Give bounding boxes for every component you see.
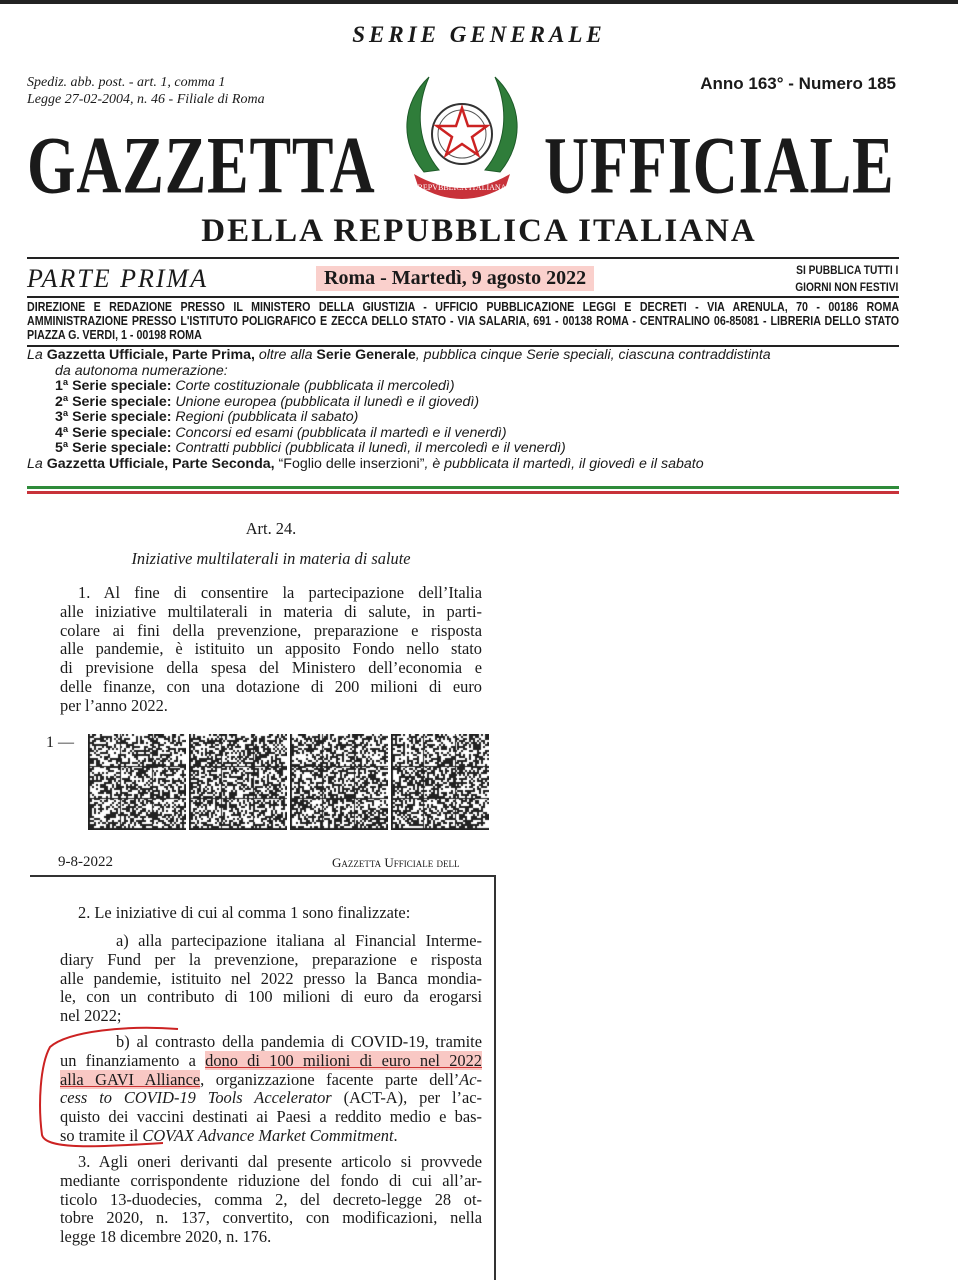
divider [30, 875, 496, 877]
text-line: quisto dei vaccini destinati ai Paesi a reddito medio e bas- [60, 1107, 482, 1127]
series-info [27, 348, 899, 472]
top-border [0, 0, 958, 4]
text-line: di previsione della spesa del Ministero dell’economia e [60, 658, 482, 678]
text-line: alle pandemie, è istituito un apposito Fondo nello stato [60, 639, 482, 659]
serie-generale: SERIE GENERALE [352, 22, 606, 47]
text-line: cess to COVID-19 Tools Accelerator (ACT-A), per l’ac- [60, 1088, 482, 1108]
text-line: alle iniziative multilaterali in materia di salute, in parti- [60, 601, 482, 621]
postal-note [27, 74, 265, 108]
publication-note-line: SI PUBBLICA TUTTI I [795, 263, 898, 277]
postal-note-line: Spediz. abb. post. - art. 1, comma 1 [27, 75, 226, 90]
datamatrix-code [290, 734, 388, 830]
series-item: 3ª Serie speciale: Regioni (pubblicata il sabato) [55, 409, 359, 425]
publication-note-line: GIORNI NON FESTIVI [794, 280, 898, 294]
highlight: dono di 100 milioni di euro nel 2022 [205, 1050, 482, 1070]
intro-line: da autonoma numerazione: [55, 362, 228, 379]
text-line: a) alla partecipazione italiana al Financial Interme- [116, 931, 482, 950]
text-line: alle pandemie, istituito nel 2022 presso la Banca mondia- [60, 968, 482, 988]
text-line: delle finanze, con una dotazione di 200 milioni di euro [60, 676, 482, 696]
text-line: mediante corrispondente riduzione del fondo di cui all’ar- [60, 1170, 482, 1190]
datamatrix-code [189, 734, 287, 830]
text-line: nel 2022; [60, 1006, 122, 1026]
paragraph-3 [60, 1153, 482, 1247]
series-item: 1ª Serie speciale: Corte costituzionale (pubblicata il mercoledì) [55, 378, 455, 394]
parte-prima: PARTE PRIMA [27, 264, 209, 293]
divider [27, 257, 899, 259]
text-line: 1. Al fine di consentire la partecipazione dell’Italia [78, 583, 482, 602]
flag-stripe-green [27, 486, 899, 489]
series-item: 4ª Serie speciale: Concorsi ed esami (pubblicata il martedì e il venerdì) [55, 424, 507, 441]
article-title: Iniziative multilaterali in materia di salute [131, 549, 411, 568]
republic-emblem-icon [394, 62, 530, 210]
paragraph-2 [60, 904, 482, 923]
masthead-subtitle: DELLA REPUBBLICA ITALIANA [201, 213, 757, 249]
text-line: 3. Agli oneri derivanti dal presente articolo si provvede [78, 1152, 482, 1171]
datamatrix-code [391, 734, 489, 830]
text-line: so tramite il COVAX Advance Market Commitment. [60, 1125, 398, 1145]
text-line: legge 18 dicembre 2020, n. 176. [60, 1227, 272, 1247]
text-line: alla GAVI Alliance, organizzazione facente parte dell’Ac- [60, 1069, 482, 1089]
column-rule [494, 875, 496, 1280]
text-line: 2. Le iniziative di cui al comma 1 sono finalizzate: [78, 903, 411, 922]
publication-note [795, 262, 898, 296]
text-line: diary Fund per la prevenzione, preparazione e risposta [60, 949, 482, 969]
issue-date: Roma - Martedì, 9 agosto 2022 [316, 266, 594, 291]
paragraph-a [60, 932, 482, 1026]
text-line: le, con un contributo di 100 milioni di euro da erogarsi [60, 987, 482, 1007]
direzione-line: DIREZIONE E REDAZIONE PRESSO IL MINISTERO DELLA GIUSTIZIA - UFFICIO PUBBLICAZIONE LEGGI E DECRETI - VIA ARENULA, 70 - 00186 ROMA [27, 300, 900, 314]
direzione-info [27, 300, 899, 342]
masthead-right: UFFICIALE [544, 118, 895, 211]
text-line: per l’anno 2022. [60, 695, 168, 715]
series-item: 2ª Serie speciale: Unione europea (pubblicata il lunedì e il giovedì) [55, 393, 480, 410]
footer-date: 9-8-2022 [58, 854, 113, 870]
highlight: alla GAVI Alliance [60, 1069, 201, 1089]
footer-title: Gazzetta Ufficiale dell [332, 855, 460, 870]
divider [27, 296, 899, 298]
issue-number: Anno 163° - Numero 185 [700, 74, 896, 93]
text-line: ticolo 13-duodecies, comma 2, del decreto-legge 28 ot- [60, 1189, 482, 1209]
article-number: Art. 24. [245, 519, 297, 538]
text-line: colare ai fini della prevenzione, preparazione e risposta [60, 620, 482, 640]
code-label: 1 — [46, 734, 74, 751]
intro-line: La Gazzetta Ufficiale, Parte Prima, oltre alla Serie Generale, pubblica cinque Serie speciali, ciascuna contraddistinta [27, 347, 771, 363]
postal-note-line: Legge 27-02-2004, n. 46 - Filiale di Roma [27, 92, 265, 107]
text-line: un finanziamento a dono di 100 milioni di euro nel 2022 [60, 1050, 482, 1070]
datamatrix-codes [88, 734, 492, 830]
flag-stripe-red [27, 491, 899, 494]
series-item: 5ª Serie speciale: Contratti pubblici (pubblicata il lunedì, il mercoledì e il venerdì) [55, 440, 566, 456]
seconda-line: La Gazzetta Ufficiale, Parte Seconda, “Foglio delle inserzioni”, è pubblicata il martedì, il giovedì e il sabato [27, 455, 704, 472]
text-line: tobre 2020, n. 137, convertito, con modificazioni, nella [60, 1208, 482, 1228]
datamatrix-code [88, 734, 186, 830]
masthead-left: GAZZETTA [27, 118, 376, 211]
direzione-line: PIAZZA G. VERDI, 1 - 00198 ROMA [27, 328, 202, 342]
direzione-line: AMMINISTRAZIONE PRESSO L'ISTITUTO POLIGRAFICO E ZECCA DELLO STATO - VIA SALARIA, 691 - 00138 ROMA - CENTRALINO 06-85081 - LIBRERIA DELLO STATO [27, 314, 900, 328]
paragraph-1 [60, 584, 482, 716]
text-line: b) al contrasto della pandemia di COVID-19, tramite [116, 1032, 482, 1051]
svg-text:REPVBBLICA ITALIANA: REPVBBLICA ITALIANA [417, 183, 507, 192]
handdrawn-circle-annotation [38, 1025, 201, 1153]
